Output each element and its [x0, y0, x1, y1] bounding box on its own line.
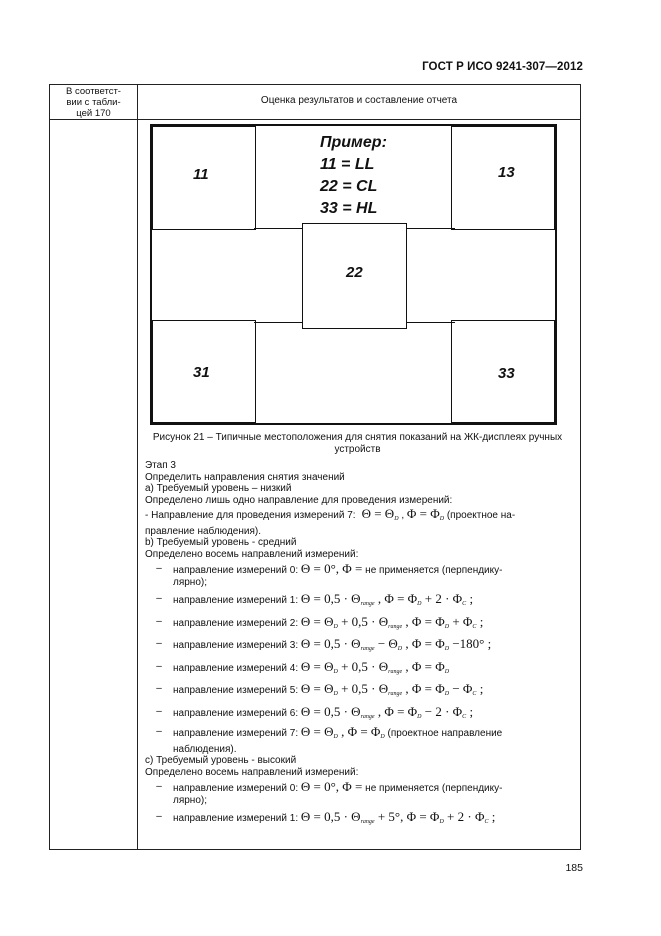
label-11: 11: [193, 166, 209, 183]
paragraph: Определить направления снятия значений: [145, 471, 345, 483]
direction-item: [145, 638, 568, 656]
direction-label: направление измерений 0:: [173, 565, 301, 576]
formula: Θ = 0°, Φ =: [300, 561, 363, 576]
direction-label: направление измерений 5:: [173, 685, 301, 696]
direction-label: направление измерений 1:: [173, 813, 301, 824]
formula: $\Theta = 0,5 \cdot \Theta_{range} - \Theta_D$ , $\Phi = \Phi_D -180^\circ$ ;: [300, 636, 492, 652]
direction-list-medium: [145, 563, 568, 755]
example-title: Пример:: [320, 134, 387, 151]
direction-item: [145, 658, 568, 679]
direction-item: [145, 593, 568, 611]
direction-note-continued: лярно);: [173, 794, 208, 806]
document-header: ГОСТ Р ИСО 9241-307—2012: [422, 61, 583, 73]
formula: $\Theta = \Theta_D + 0,5 \cdot \Theta_{range}$ , $\Phi = \Phi_D + \Phi_C$ ;: [300, 613, 484, 630]
direction-text: [173, 703, 568, 724]
direction-item: [145, 703, 568, 724]
direction-item: [145, 781, 568, 806]
list-bullet: –: [156, 705, 162, 717]
example-line: 11 = LL: [320, 156, 375, 173]
direction-label: направление измерений 2:: [173, 617, 301, 629]
column-header: Оценка результатов и составление отчета: [260, 95, 458, 106]
direction-text: [173, 726, 568, 755]
direction-note: (проектное на-: [446, 510, 516, 521]
reference-column-header: [50, 86, 137, 119]
list-bullet: –: [156, 811, 162, 822]
lcd-locations-figure: [150, 124, 557, 425]
direction-text: [173, 613, 568, 634]
example-line: 22 = CL: [320, 178, 378, 195]
example-legend: [320, 132, 387, 220]
direction-note-continued: лярно);: [173, 576, 208, 588]
direction-label: направление измерений 6:: [173, 707, 301, 719]
direction-item: [145, 726, 568, 755]
example-line: 33 = HL: [320, 200, 378, 217]
list-bullet: –: [156, 660, 162, 672]
direction-text: [173, 683, 568, 701]
direction-line: [145, 508, 568, 526]
list-bullet: –: [156, 683, 162, 694]
label-33: 33: [498, 365, 515, 382]
formula: $\Theta = \Theta_D$: [361, 506, 399, 522]
direction-text: [173, 638, 568, 656]
formula: $\Theta = 0,5 \cdot \Theta_{range}$ , $\Phi = \Phi_D + 2 \cdot \Phi_C$ ;: [300, 591, 474, 607]
list-bullet: –: [156, 726, 162, 737]
paragraph: Определено восемь направлений измерений:: [145, 766, 359, 778]
direction-item: [145, 613, 568, 634]
direction-note: (проектное направление: [384, 728, 503, 739]
paragraph: Определено лишь одно направление для проведения измерений:: [145, 494, 453, 506]
formula: $\Theta = \Theta_D$ , $\Phi = \Phi_D$: [300, 724, 385, 740]
formula: $\Theta = 0,5 \cdot \Theta_{range} + 5^\circ$, $\Phi = \Phi_D + 2 \cdot \Phi_C$ ;: [300, 809, 496, 825]
list-bullet: –: [156, 563, 162, 574]
direction-note: не применяется (перпендику-: [362, 783, 503, 794]
direction-text: [173, 781, 568, 806]
formula: $\Theta = \Theta_D + 0,5 \cdot \Theta_{range}$ , $\Phi = \Phi_D$: [300, 658, 450, 675]
cross-line: [407, 322, 455, 323]
direction-label: - Направление для проведения измерений 7:: [145, 510, 356, 521]
direction-text: [173, 811, 568, 829]
paragraph: правление наблюдения).: [145, 525, 261, 537]
separator: ,: [401, 510, 405, 521]
figure-caption: Рисунок 21 – Типичные местоположения для снятия показаний на ЖК-дисплеях ручных устройств: [152, 432, 563, 455]
reference-text-line: вии с табли-: [66, 97, 121, 108]
list-bullet: –: [156, 638, 162, 649]
direction-item: [145, 683, 568, 701]
header-divider: [50, 119, 580, 120]
direction-label: направление измерений 3:: [173, 640, 301, 651]
direction-text: [173, 593, 568, 611]
paragraph: Определено восемь направлений измерений:: [145, 548, 359, 560]
formula: $\Phi = \Phi_D$: [406, 506, 445, 522]
content-text: [145, 460, 568, 829]
page-number: 185: [565, 862, 583, 874]
direction-text: [173, 658, 568, 679]
reference-text-line: цей 170: [76, 108, 111, 119]
label-22: 22: [346, 264, 363, 281]
level-heading: b) Требуемый уровень - средний: [145, 537, 297, 548]
list-bullet: –: [156, 615, 162, 627]
level-heading: а) Требуемый уровень – низкий: [145, 483, 292, 494]
direction-item: [145, 563, 568, 588]
cross-line: [254, 322, 302, 323]
direction-label: направление измерений 4:: [173, 662, 301, 674]
label-31: 31: [193, 364, 210, 381]
cross-line: [254, 228, 302, 229]
list-bullet: –: [156, 781, 162, 792]
formula: $\Theta = 0,5 \cdot \Theta_{range}$ , $\Phi = \Phi_D - 2 \cdot \Phi_C$ ;: [300, 703, 474, 720]
reference-text-line: В соответст-: [66, 86, 121, 97]
stage-title: Этап 3: [145, 460, 176, 471]
direction-text: [173, 563, 568, 588]
formula: Θ = 0°, Φ =: [300, 779, 363, 794]
direction-label: направление измерений 0:: [173, 783, 301, 794]
direction-note-continued: наблюдения).: [173, 743, 237, 755]
main-table: [49, 84, 581, 850]
direction-list-high: [145, 781, 568, 829]
formula: $\Theta = \Theta_D + 0,5 \cdot \Theta_{range}$ , $\Phi = \Phi_D - \Phi_C$ ;: [300, 681, 484, 697]
direction-note: не применяется (перпендику-: [362, 565, 503, 576]
label-13: 13: [498, 164, 515, 181]
cross-line: [407, 228, 455, 229]
direction-item: [145, 811, 568, 829]
list-bullet: –: [156, 593, 162, 604]
direction-label: направление измерений 7:: [173, 728, 301, 739]
direction-label: направление измерений 1:: [173, 595, 301, 606]
level-heading: с) Требуемый уровень - высокий: [145, 755, 297, 766]
column-divider: [137, 85, 138, 849]
